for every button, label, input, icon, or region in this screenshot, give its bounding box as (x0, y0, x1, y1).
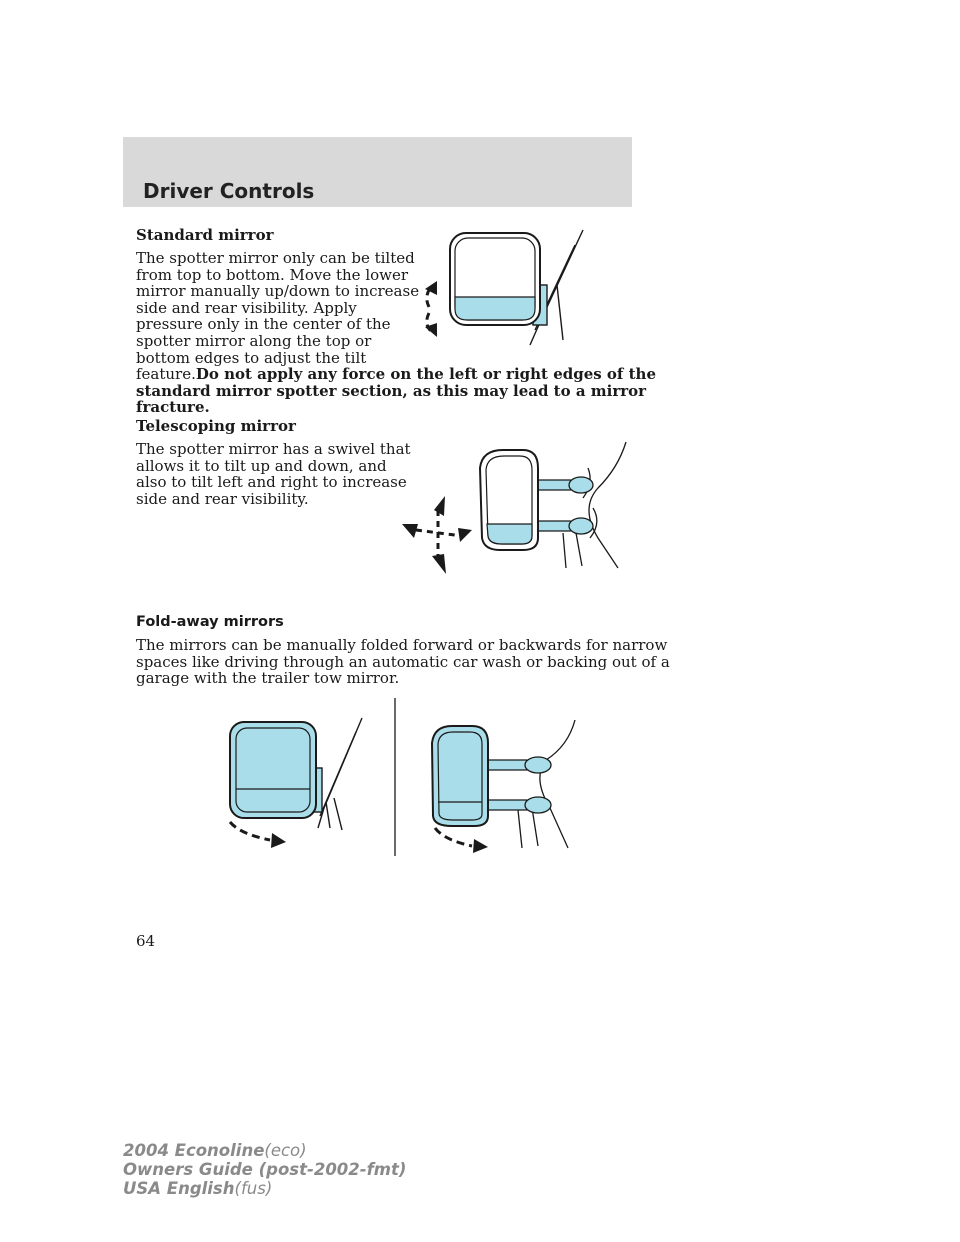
section-title: Driver Controls (143, 179, 315, 203)
telescoping-line-1: The spotter mirror has a swivel that (136, 440, 411, 458)
warning-text-start: Do not apply any force on the left or right edges of the (195, 365, 656, 384)
document-footer (123, 1141, 406, 1198)
warning-line-3: fracture. (136, 398, 210, 417)
standard-line-8 (136, 366, 656, 383)
footer-language: USA English (123, 1179, 235, 1198)
foldaway-line-2: spaces like driving through an automatic car wash or backing out of a (136, 652, 670, 671)
telescoping-line-2: allows it to tilt up and down, and (136, 456, 387, 475)
footer-line-3 (123, 1179, 406, 1198)
standard-mirror-heading: Standard mirror (136, 226, 274, 244)
feature-word: feature. (136, 365, 196, 384)
footer-language-code: (fus) (234, 1179, 273, 1198)
foldaway-mirrors-illustration (220, 698, 590, 858)
foldaway-line-3: garage with the trailer tow mirror. (136, 669, 400, 688)
footer-vehicle: 2004 Econoline (123, 1141, 265, 1160)
standard-line-6: spotter mirror along the top or (136, 332, 372, 350)
standard-line-2: from top to bottom. Move the lower (136, 265, 409, 284)
section-header (123, 137, 632, 207)
standard-line-3: mirror manually up/down to increase (136, 282, 420, 301)
standard-line-4: side and rear visibility. Apply (136, 298, 357, 317)
telescoping-mirror-heading: Telescoping mirror (136, 417, 296, 435)
telescoping-mirror-illustration (398, 438, 630, 578)
telescoping-line-3: also to tilt left and right to increase (136, 473, 407, 492)
warning-line-2: standard mirror spotter section, as this may lead to a mirror (136, 381, 647, 400)
footer-vehicle-code: (eco) (264, 1141, 307, 1160)
arrow-right-icon (458, 528, 472, 542)
arrow-left-icon (402, 524, 418, 538)
page-number: 64 (136, 932, 156, 950)
telescoping-spotter-mirror (487, 524, 532, 544)
footer-line-1 (123, 1141, 406, 1160)
spotter-mirror (455, 297, 535, 320)
footer-line-2 (123, 1160, 406, 1179)
telescoping-line-4: side and rear visibility. (136, 489, 309, 508)
standard-line-1: The spotter mirror only can be tilted (136, 249, 415, 267)
standard-line-7: bottom edges to adjust the tilt (136, 348, 367, 367)
arrow-fold-left-icon (271, 833, 286, 848)
arrow-down-icon (432, 554, 446, 574)
arrow-fold-right-icon (473, 839, 488, 853)
foldaway-mirrors-heading: Fold-away mirrors (136, 614, 284, 630)
standard-line-5: pressure only in the center of the (136, 315, 391, 334)
footer-guide: Owners Guide (post-2002-fmt) (123, 1160, 407, 1179)
foldaway-line-1: The mirrors can be manually folded forward or backwards for narrow (136, 636, 668, 654)
standard-mirror-illustration (415, 225, 595, 350)
arrow-up-icon (434, 496, 445, 516)
right-arm-top (484, 760, 530, 770)
right-arm-bottom (484, 800, 530, 810)
